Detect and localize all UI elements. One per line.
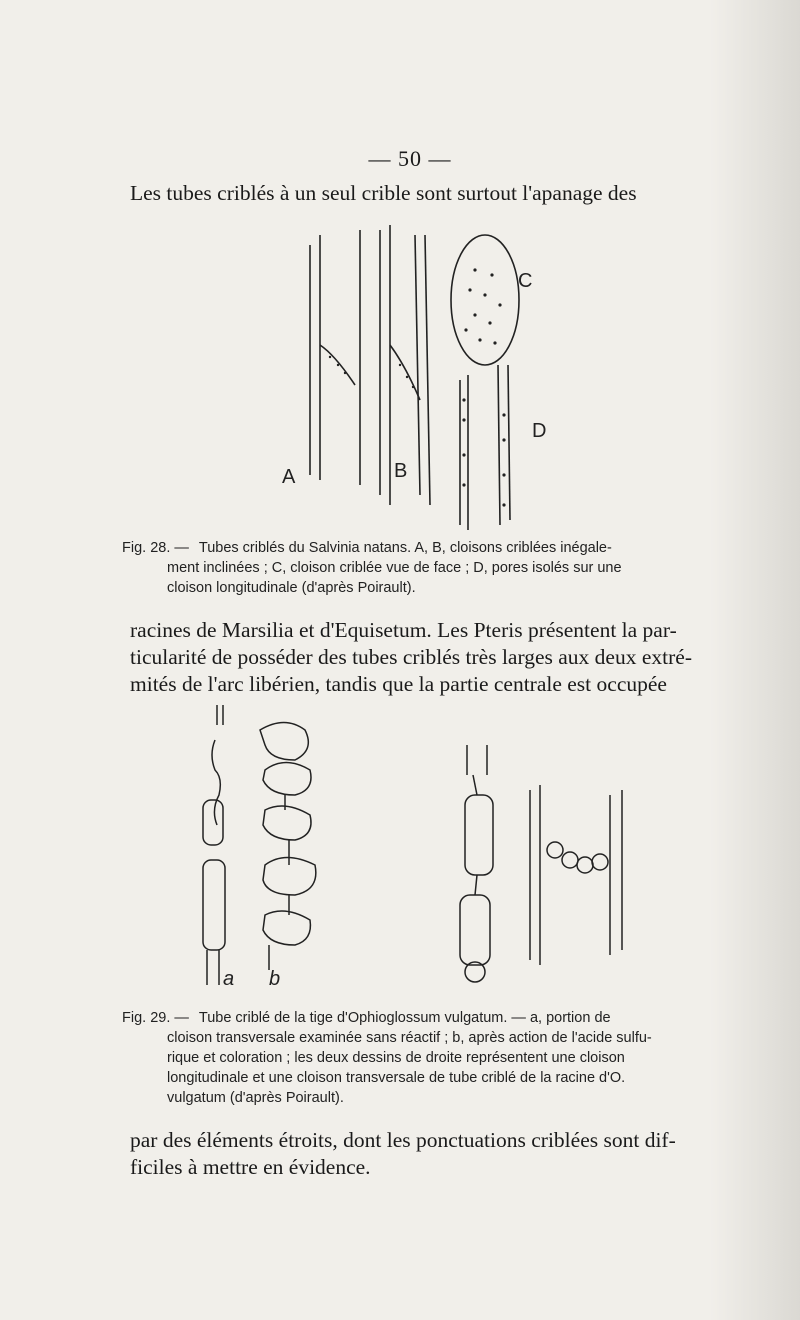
fig29-caption-line5: vulgatum (d'après Poirault).: [167, 1090, 344, 1106]
fig29-caption-line1: Tube criblé de la tige d'Ophioglossum vulgatum. — a, portion de: [198, 1010, 611, 1026]
fig28-caption-lead: Fig. 28. —: [122, 540, 189, 556]
paragraph-mid: [130, 617, 710, 698]
fig29-label-b: b: [269, 968, 281, 990]
figure-28-caption: [122, 538, 714, 598]
paragraph-end: [130, 1127, 710, 1181]
page-edge-shadow: [710, 0, 800, 1320]
fig28-caption-line1: Tubes criblés du Salvinia natans. A, B, cloisons criblées inégale-: [198, 540, 612, 556]
text-top-line: Les tubes criblés à un seul crible sont surtout l'apanage des: [130, 181, 637, 205]
fig29-caption-lead: Fig. 29. —: [122, 1010, 189, 1026]
paragraph-end-line1: par des éléments étroits, dont les ponctuations criblées sont dif-: [130, 1128, 676, 1152]
figure-28: [270, 215, 570, 535]
fig28-label-B: B: [394, 460, 408, 482]
fig28-caption-line2: ment inclinées ; C, cloison criblée vue de face ; D, pores isolés sur une: [167, 560, 622, 576]
fig28-label-A: A: [282, 466, 296, 488]
fig28-caption-line3: cloison longitudinale (d'après Poirault).: [167, 580, 416, 596]
fig29-caption-line4: longitudinale et une cloison transversale de tube criblé de la racine d'O.: [167, 1070, 626, 1086]
paragraph-mid-line2: ticularité de posséder des tubes criblés très larges aux deux extré-: [130, 645, 692, 669]
fig29-caption-line2: cloison transversale examinée sans réactif ; b, après action de l'acide sulfu-: [167, 1030, 652, 1046]
fig29-label-a: a: [223, 968, 235, 990]
fig29-caption-line3: rique et coloration ; les deux dessins de droite représentent une cloison: [167, 1050, 625, 1066]
figure-28-drawing: [270, 215, 570, 535]
page-number: — 50 —: [368, 146, 452, 171]
text-top: [130, 180, 710, 207]
paragraph-mid-line3: mités de l'arc libérien, tandis que la partie centrale est occupée: [130, 672, 667, 696]
figure-29-drawing: [185, 700, 645, 1000]
fig28-label-C: C: [518, 270, 533, 292]
paragraph-mid-line1: racines de Marsilia et d'Equisetum. Les Pteris présentent la par-: [130, 618, 677, 642]
paragraph-end-line2: ficiles à mettre en évidence.: [130, 1155, 371, 1179]
fig28-label-D: D: [532, 420, 547, 442]
figure-29-caption: [122, 1008, 714, 1108]
figure-29: [185, 700, 645, 1000]
